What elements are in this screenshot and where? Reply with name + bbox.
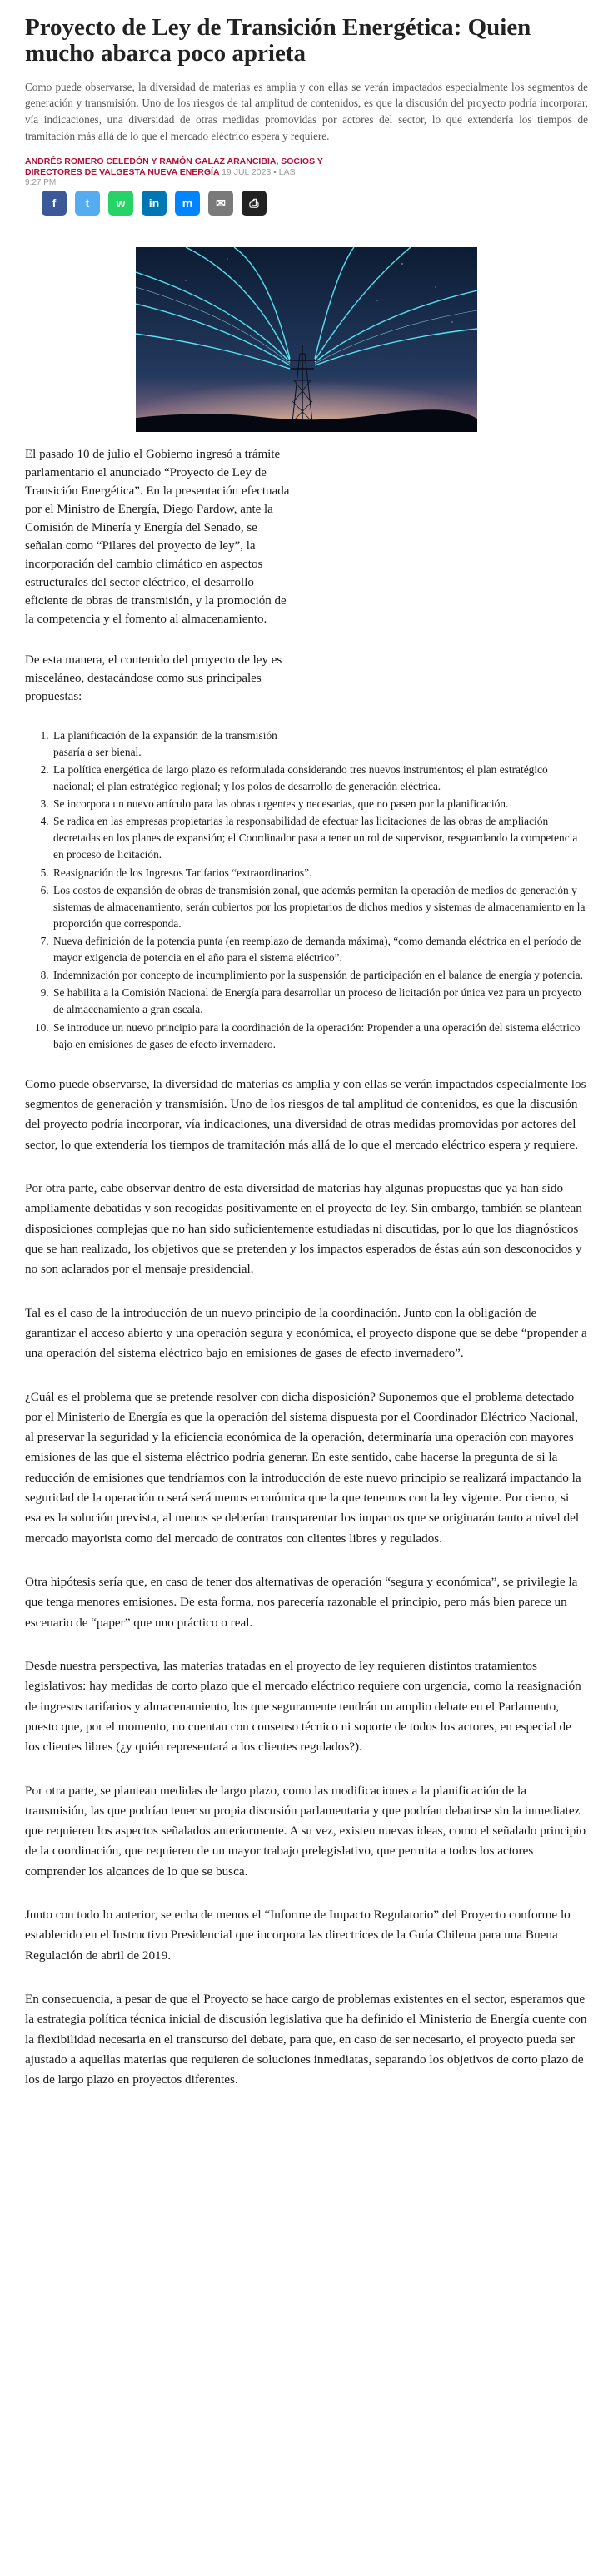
byline — [25, 156, 358, 178]
publish-time: 9:27 PM — [25, 178, 57, 188]
share-email-button[interactable] — [208, 191, 233, 216]
whatsapp-icon: w — [116, 196, 126, 211]
body-paragraph: Como puede observarse, la diversidad de materias es amplia y con ellas se verán impactados especialmente los segmentos de generación y transmisión. Uno de los riesgos de tal amplitud de contenidos, es que la discusión del proyecto podría incorporar, vía indicaciones, una diversidad de otras medidas promovidas por actores del sector, lo que extendería los tiempos de tramitación más allá de lo que el mercado eléctrico espera y requiere. — [25, 1076, 586, 1152]
list-item: 2. La política energética de largo plazo es reformulada considerando tres nuevos instrumentos; el plan estratégico nacional; el plan estratégico regional; y los polos de desarrollo de generación eléctrica. — [52, 762, 588, 795]
print-button[interactable] — [242, 191, 267, 216]
body-paragraph: Por otra parte, cabe observar dentro de esta diversidad de materias hay algunas propuestas que ya han sido ampliamente debatidas y son recogidas positivamente en el proyecto de ley. Sin embargo, también se plantean disposiciones complejas que no han sido suficientemente estudiadas ni discutidas, por lo que los diagnósticos que se han realizado, los objetivos que se pretenden y los impactos esperados de éstas aún son desconocidos y no son aclarados por el mensaje presidencial. — [25, 1181, 582, 1277]
share-whatsapp-button[interactable] — [108, 191, 133, 216]
transmission-tower-image — [136, 247, 477, 432]
body-paragraph: En consecuencia, a pesar de que el Proyecto se hace cargo de problemas existentes en el sector, esperamos que la estrategia política técnica inicial de discusión legislativa que ha definido el Ministerio de Energía cuente con la flexibilidad necesaria en el transcurso del debate, para que, en caso de ser necesario, el proyecto pueda ser ajustado a aquellas materias que requieren de soluciones inmediatas, separando los objetivos de corto plazo de los de largo plazo en proyectos diferentes. — [25, 1992, 587, 2087]
share-twitter-button[interactable] — [75, 191, 100, 216]
proposals-list — [25, 727, 588, 1053]
list-item: 1. La planificación de la expansión de la transmisión pasaría a ser bienal. — [52, 727, 295, 761]
share-linkedin-button[interactable] — [142, 191, 167, 216]
list-item: 6. Los costos de expansión de obras de transmisión zonal, que además permitan la operación de medios de generación y sistemas de almacenamiento, serán cubiertos por los propietarios de dichos medios y sistemas de almacenamiento en la proporción que corresponda. — [52, 882, 588, 932]
share-bar — [42, 191, 588, 216]
list-item: 3. Se incorpora un nuevo artículo para las obras urgentes y necesarias, que no pasen por la planificación. — [52, 796, 588, 812]
body-paragraph: Por otra parte, se plantean medidas de largo plazo, como las modificaciones a la planificación de la transmisión, las que podrían tener su propia discusión parlamentaria y que podrían debatirse sin la inmediatez que requieren los aspectos señalados anteriormente. A su vez, existen nuevas ideas, como el señalado principio de la coordinación, que requieren de un mayor trabajo prelegislativo, que permita a todos los actores comprender los alcances de lo que se busca. — [25, 1783, 586, 1879]
share-messenger-button[interactable] — [175, 191, 200, 216]
list-item: 10. Se introduce un nuevo principio para la coordinación de la operación: Propender a una operación del sistema eléctrico bajo en emisiones de gases de efecto invernadero. — [52, 1020, 588, 1053]
body-paragraph: Tal es el caso de la introducción de un nuevo principio de la coordinación. Junto con la obligación de garantizar el acceso abierto y una operación segura y económica, el proyecto dispone que se debe “propender a una operación del sistema eléctrico bajo en emisiones de gases de efecto invernadero”. — [25, 1305, 587, 1361]
article-title: Proyecto de Ley de Transición Energética: Quien mucho abarca poco aprieta — [25, 14, 531, 67]
article-image — [136, 247, 477, 432]
list-item: 5. Reasignación de los Ingresos Tarifarios “extraordinarios”. — [52, 865, 588, 881]
body-paragraph: Otra hipótesis sería que, en caso de tener dos alternativas de operación “segura y económica”, se privilegie la que tenga menores emisiones. De esta forma, nos parecería razonable el principio, pero más bien parece un escenario de “paper” que uno práctico o real. — [25, 1575, 578, 1630]
facebook-icon: f — [52, 196, 57, 211]
author-names: ANDRÉS ROMERO CELEDÓN Y RAMÓN GALAZ ARANCIBIA, SOCIOS Y DIRECTORES DE VALGESTA NUEVA ENERGÍA — [25, 156, 323, 177]
body-paragraph: ¿Cuál es el problema que se pretende resolver con dicha disposición? Suponemos que el problema detectado por el Ministerio de Energía es que la operación del sistema dispuesta por el Coordinador Eléctrico Nacional, al preservar la seguridad y la eficiencia económica de la operación, determinaría una operación con mayores emisiones de las que el sistema eléctrico podría generar. En este sentido, cabe hacerse la pregunta de si la reducción de emisiones que tendríamos con la introducción de este nuevo principio se realizará impactando la seguridad de la operación o será será menos económica que la que tenemos con la ley vigente. Por cierto, si esa es la solución prevista, al menos se deberían transparentar los impactos que se originarán tanto a nivel del mercado mayorista como del mercado de contratos con clientes libres y regulados. — [25, 1389, 581, 1546]
body-paragraph: Junto con todo lo anterior, se echa de menos el “Informe de Impacto Regulatorio” del Proyecto conforme lo establecido en el Instructivo Presidencial que incorpora las directrices de la Guía Chilena para una Buena Regulación de abril de 2019. — [25, 1908, 571, 1963]
twitter-icon: t — [85, 196, 90, 211]
print-icon: ⎙ — [249, 196, 259, 210]
list-item: 7. Nueva definición de la potencia punta (en reemplazo de demanda máxima), “como demanda eléctrica en el período de mayor exigencia de potencia en el año para el sistema eléctrico”. — [52, 933, 588, 966]
intro-paragraph-2: De esta manera, el contenido del proyecto de ley es misceláneo, destacándose como sus principales propuestas: — [25, 653, 282, 703]
share-facebook-button[interactable] — [42, 191, 67, 216]
article — [0, 15, 613, 2091]
list-item: 8. Indemnización por concepto de incumplimiento por la suspensión de participación en el balance de energía y potencia. — [52, 967, 588, 984]
article-lead: Como puede observarse, la diversidad de materias es amplia y con ellas se verán impactados especialmente los segmentos de generación y transmisión. Uno de los riesgos de tal amplitud de contenidos, es que la discusión del proyecto podría incorporar, vía indicaciones, una diversidad de otras medidas promovidas por actores del sector, lo que extendería los tiempos de tramitación más allá de lo que el mercado eléctrico espera y requiere. — [25, 80, 588, 143]
publish-date: 19 JUL 2023 ▪ LAS — [222, 166, 296, 177]
email-icon: ✉ — [216, 196, 226, 210]
linkedin-icon: in — [148, 196, 160, 211]
intro-paragraph-1: El pasado 10 de julio el Gobierno ingresó a trámite parlamentario el anunciado “Proyecto de Ley de Transición Energética”. En la presentación efectuada por el Ministro de Energía, Diego Pardow, ante la Comisión de Minería y Energía del Senado, se señalan como “Pilares del proyecto de ley”, la incorporación del cambio climático en aspectos estructurales del sector eléctrico, el desarrollo eficiente de obras de transmisión, y la promoción de la competencia y el fomento al almacenamiento. — [25, 448, 290, 627]
messenger-icon: m — [182, 196, 193, 211]
list-item: 4. Se radica en las empresas propietarias la responsabilidad de efectuar las licitaciones de las obras de ampliación decretadas en los planes de expansión; el Coordinador pasa a tener un rol de supervisor, resguardando la competencia en proceso de licitación. — [52, 813, 588, 863]
list-item: 9. Se habilita a la Comisión Nacional de Energía para desarrollar un proceso de licitación por única vez para un proyecto de almacenamiento a gran escala. — [52, 985, 588, 1018]
body-paragraph: Desde nuestra perspectiva, las materias tratadas en el proyecto de ley requieren distintos tratamientos legislativos: hay medidas de corto plazo que el mercado eléctrico requiere con urgencia, como la reasignación de ingresos tarifarios y almacenamiento, los que seguramente tendrán un amplio debate en el Parlamento, puesto que, por el momento, no cuentan con consenso técnico ni soporte de todos los actores, en especial de los clientes libres (¿y quién representará a los clientes regulados?). — [25, 1658, 581, 1755]
